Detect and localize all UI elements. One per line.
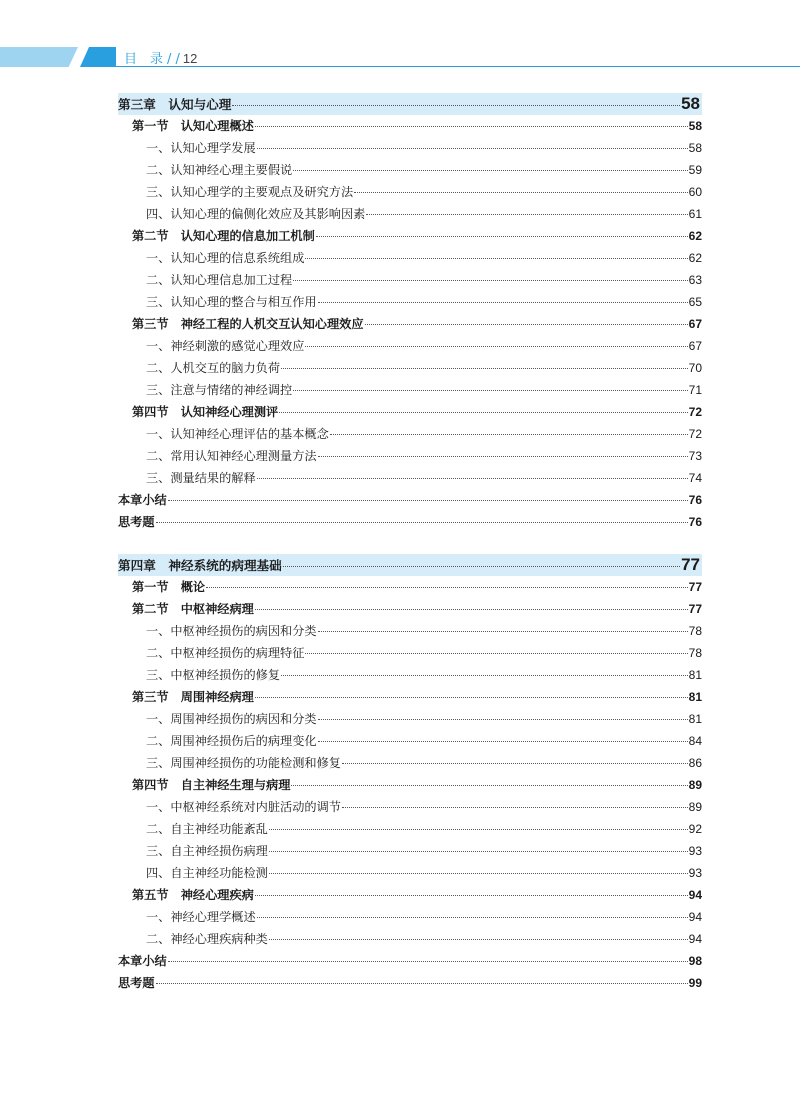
toc-item-page-number: 63 <box>688 273 702 287</box>
dot-leader <box>168 500 688 501</box>
dot-leader <box>318 719 688 720</box>
toc-section-page-number: 89 <box>688 778 702 792</box>
dot-leader <box>257 917 688 918</box>
dot-leader <box>255 697 688 698</box>
toc-section-page-number: 58 <box>688 119 702 133</box>
toc-summary[interactable] <box>118 972 702 994</box>
toc-item[interactable] <box>118 906 702 928</box>
toc-item-page-number: 81 <box>688 712 702 726</box>
toc-section[interactable] <box>118 225 702 247</box>
toc-item-page-number: 84 <box>688 734 702 748</box>
toc-item-label: 一、认知心理的信息系统组成 <box>146 251 305 265</box>
toc-item[interactable] <box>118 664 702 686</box>
dot-leader <box>342 807 688 808</box>
toc-item-page-number: 61 <box>688 207 702 221</box>
toc-item-page-number: 78 <box>688 646 702 660</box>
toc-item-label: 三、自主神经损伤病理 <box>146 844 268 858</box>
toc-item[interactable] <box>118 928 702 950</box>
toc-section[interactable] <box>118 598 702 620</box>
toc-summary[interactable] <box>118 950 702 972</box>
toc-item-label: 一、中枢神经损伤的病因和分类 <box>146 624 317 638</box>
toc-section[interactable] <box>118 884 702 906</box>
dot-leader <box>156 522 688 523</box>
toc-item-page-number: 74 <box>688 471 702 485</box>
toc-summary[interactable] <box>118 489 702 511</box>
toc-item-label: 二、认知心理信息加工过程 <box>146 273 293 287</box>
toc-item-page-number: 73 <box>688 449 702 463</box>
toc-summary-page-number: 76 <box>688 515 702 529</box>
header-title-group <box>124 48 197 67</box>
toc-item-label: 三、认知心理学的主要观点及研究方法 <box>146 185 354 199</box>
toc-item-page-number: 71 <box>688 383 702 397</box>
toc-section-page-number: 81 <box>688 690 702 704</box>
toc-item-label: 二、认知神经心理主要假说 <box>146 163 293 177</box>
toc-section[interactable] <box>118 401 702 423</box>
header-rule <box>116 66 800 67</box>
toc-section-label: 第二节 中枢神经病理 <box>132 602 254 616</box>
toc-item[interactable] <box>118 159 702 181</box>
toc-section-label: 第四节 认知神经心理测评 <box>132 405 279 419</box>
toc-item[interactable] <box>118 423 702 445</box>
dot-leader <box>281 368 688 369</box>
toc-item-page-number: 70 <box>688 361 702 375</box>
dot-leader <box>156 983 688 984</box>
toc-item[interactable] <box>118 467 702 489</box>
toc-item-label: 四、认知心理的偏侧化效应及其影响因素 <box>146 207 366 221</box>
toc-item-page-number: 72 <box>688 427 702 441</box>
toc-chapter-label: 第三章 认知与心理 <box>118 97 232 112</box>
toc-section-page-number: 62 <box>688 229 702 243</box>
toc-summary-label: 思考题 <box>118 515 155 529</box>
dot-leader <box>279 412 687 413</box>
toc-item-page-number: 86 <box>688 756 702 770</box>
table-of-contents <box>118 93 702 1015</box>
toc-chapter-page-number: 58 <box>681 94 700 113</box>
toc-item-page-number: 60 <box>688 185 702 199</box>
dot-leader <box>291 785 687 786</box>
dot-leader <box>269 829 688 830</box>
toc-section[interactable] <box>118 313 702 335</box>
toc-item-label: 二、神经心理疾病种类 <box>146 932 268 946</box>
dot-leader <box>330 434 688 435</box>
toc-summary-page-number: 98 <box>688 954 702 968</box>
chapter-block <box>118 554 702 994</box>
dot-leader <box>305 653 687 654</box>
dot-leader <box>281 675 688 676</box>
toc-item[interactable] <box>118 181 702 203</box>
toc-item-label: 三、测量结果的解释 <box>146 471 256 485</box>
dot-leader <box>365 324 688 325</box>
dot-leader <box>305 258 687 259</box>
toc-item[interactable] <box>118 335 702 357</box>
toc-item-page-number: 81 <box>688 668 702 682</box>
toc-item-page-number: 94 <box>688 932 702 946</box>
toc-item[interactable] <box>118 247 702 269</box>
dot-leader <box>269 851 688 852</box>
toc-section-label: 第四节 自主神经生理与病理 <box>132 778 291 792</box>
toc-section-label: 第一节 概论 <box>132 580 206 594</box>
toc-summary-page-number: 99 <box>688 976 702 990</box>
toc-item[interactable] <box>118 796 702 818</box>
toc-item[interactable] <box>118 620 702 642</box>
dot-leader <box>293 170 687 171</box>
toc-summary-page-number: 76 <box>688 493 702 507</box>
toc-section[interactable] <box>118 774 702 796</box>
dot-leader <box>305 346 687 347</box>
toc-item[interactable] <box>118 269 702 291</box>
toc-item[interactable] <box>118 752 702 774</box>
toc-item[interactable] <box>118 137 702 159</box>
toc-item[interactable] <box>118 642 702 664</box>
dot-leader <box>232 105 680 106</box>
toc-item-label: 一、中枢神经系统对内脏活动的调节 <box>146 800 341 814</box>
toc-summary-label: 思考题 <box>118 976 155 990</box>
dot-leader <box>255 609 688 610</box>
toc-section-page-number: 94 <box>688 888 702 902</box>
toc-section-label: 第三节 周围神经病理 <box>132 690 254 704</box>
toc-summary-label: 本章小结 <box>118 493 167 507</box>
toc-item-label: 二、常用认知神经心理测量方法 <box>146 449 317 463</box>
toc-item-label: 一、认知心理学发展 <box>146 141 256 155</box>
toc-section[interactable] <box>118 686 702 708</box>
toc-item-page-number: 78 <box>688 624 702 638</box>
dot-leader <box>318 631 688 632</box>
toc-item[interactable] <box>118 291 702 313</box>
toc-item-page-number: 59 <box>688 163 702 177</box>
dot-leader <box>318 302 688 303</box>
toc-item-label: 三、认知心理的整合与相互作用 <box>146 295 317 309</box>
dot-leader <box>269 939 688 940</box>
toc-section-page-number: 67 <box>688 317 702 331</box>
dot-leader <box>342 763 688 764</box>
toc-item-page-number: 94 <box>688 910 702 924</box>
chapter-block <box>118 93 702 533</box>
dot-leader <box>318 741 688 742</box>
toc-item-page-number: 93 <box>688 844 702 858</box>
toc-item[interactable] <box>118 730 702 752</box>
toc-item[interactable] <box>118 818 702 840</box>
toc-section-page-number: 77 <box>688 602 702 616</box>
toc-summary[interactable] <box>118 511 702 533</box>
header-separator: / / <box>167 52 180 67</box>
toc-section-page-number: 72 <box>688 405 702 419</box>
toc-item-page-number: 67 <box>688 339 702 353</box>
dot-leader <box>354 192 687 193</box>
dot-leader <box>293 390 687 391</box>
dot-leader <box>255 895 688 896</box>
toc-item-page-number: 93 <box>688 866 702 880</box>
toc-item[interactable] <box>118 840 702 862</box>
toc-item-page-number: 92 <box>688 822 702 836</box>
dot-leader <box>255 126 688 127</box>
toc-section-page-number: 77 <box>688 580 702 594</box>
toc-item-label: 一、周围神经损伤的病因和分类 <box>146 712 317 726</box>
toc-section[interactable] <box>118 115 702 137</box>
dot-leader <box>316 236 688 237</box>
toc-item-page-number: 62 <box>688 251 702 265</box>
toc-item-label: 一、神经刺激的感觉心理效应 <box>146 339 305 353</box>
dot-leader <box>257 148 688 149</box>
toc-item-label: 二、自主神经功能紊乱 <box>146 822 268 836</box>
dot-leader <box>366 214 687 215</box>
toc-item-label: 二、人机交互的脑力负荷 <box>146 361 281 375</box>
toc-item-label: 四、自主神经功能检测 <box>146 866 268 880</box>
toc-section[interactable] <box>118 576 702 598</box>
dot-leader <box>293 280 687 281</box>
dot-leader <box>257 478 688 479</box>
toc-item-label: 三、周围神经损伤的功能检测和修复 <box>146 756 341 770</box>
toc-chapter[interactable] <box>118 554 702 576</box>
toc-item-label: 一、认知神经心理评估的基本概念 <box>146 427 329 441</box>
toc-item-label: 二、中枢神经损伤的病理特征 <box>146 646 305 660</box>
header-page-number: 12 <box>182 51 198 66</box>
dot-leader <box>206 587 688 588</box>
page-header <box>0 47 800 67</box>
header-decoration-dark <box>80 47 116 67</box>
header-title: 目 录 <box>124 52 164 67</box>
toc-section-label: 第一节 认知心理概述 <box>132 119 254 133</box>
toc-item[interactable] <box>118 445 702 467</box>
toc-section-label: 第三节 神经工程的人机交互认知心理效应 <box>132 317 364 331</box>
toc-section-label: 第五节 神经心理疾病 <box>132 888 254 902</box>
toc-item-label: 三、中枢神经损伤的修复 <box>146 668 281 682</box>
dot-leader <box>283 566 680 567</box>
dot-leader <box>269 873 688 874</box>
toc-item-page-number: 65 <box>688 295 702 309</box>
toc-section-label: 第二节 认知心理的信息加工机制 <box>132 229 315 243</box>
toc-item[interactable] <box>118 203 702 225</box>
toc-item-page-number: 89 <box>688 800 702 814</box>
dot-leader <box>318 456 688 457</box>
toc-item-page-number: 58 <box>688 141 702 155</box>
toc-summary-label: 本章小结 <box>118 954 167 968</box>
toc-chapter-page-number: 77 <box>681 555 700 574</box>
header-decoration-light <box>0 47 78 67</box>
toc-item-label: 三、注意与情绪的神经调控 <box>146 383 293 397</box>
toc-chapter-label: 第四章 神经系统的病理基础 <box>118 558 282 573</box>
toc-item-label: 一、神经心理学概述 <box>146 910 256 924</box>
dot-leader <box>168 961 688 962</box>
toc-item-label: 二、周围神经损伤后的病理变化 <box>146 734 317 748</box>
toc-item[interactable] <box>118 379 702 401</box>
toc-chapter[interactable] <box>118 93 702 115</box>
toc-item[interactable] <box>118 862 702 884</box>
toc-item[interactable] <box>118 357 702 379</box>
toc-item[interactable] <box>118 708 702 730</box>
